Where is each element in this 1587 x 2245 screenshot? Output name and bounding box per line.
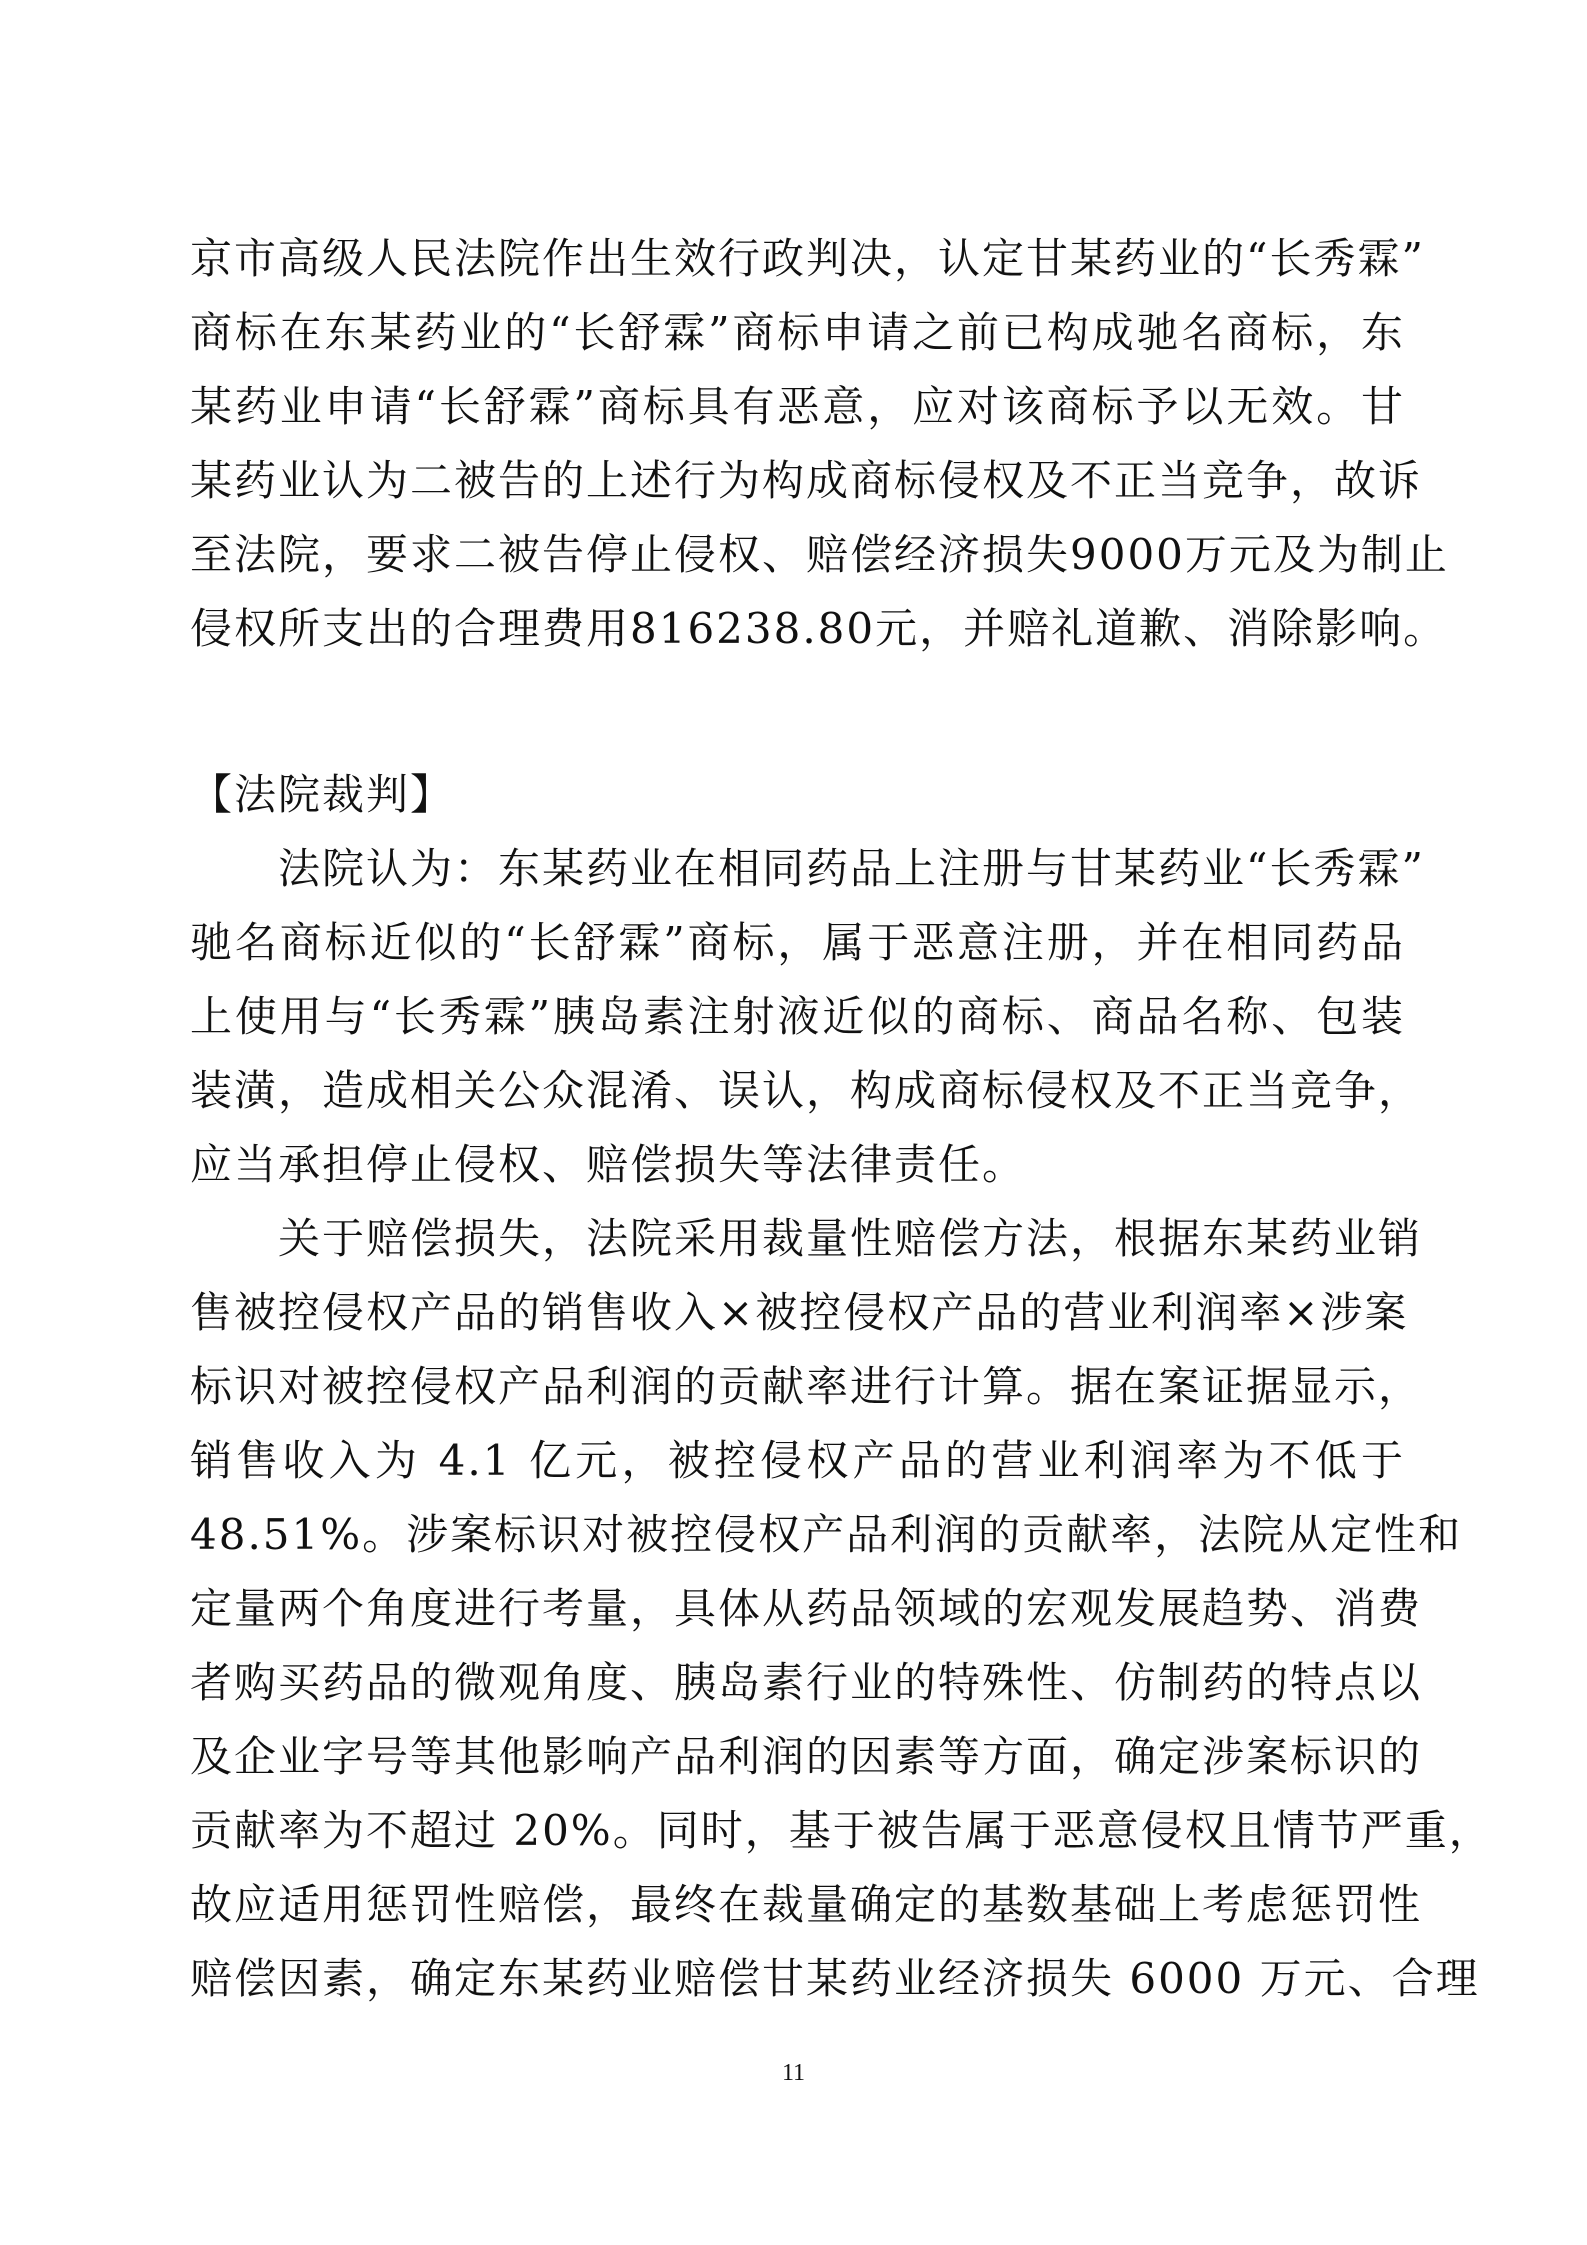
- ruling-line: 标识对被控侵权产品利润的贡献率进行计算。据在案证据显示，: [190, 1362, 1423, 1411]
- ruling-line: 48.51%。涉案标识对被控侵权产品利润的贡献率，法院从定性和: [190, 1510, 1463, 1559]
- intro-line: 侵权所支出的合理费用816238.80元，并赔礼道歉、消除影响。: [190, 604, 1448, 653]
- ruling-line: 售被控侵权产品的销售收入×被控侵权产品的营业利润率×涉案: [190, 1288, 1409, 1337]
- ruling-line: 及企业字号等其他影响产品利润的因素等方面，确定涉案标识的: [190, 1732, 1423, 1781]
- ruling-line: 装潢，造成相关公众混淆、误认，构成商标侵权及不正当竞争，: [190, 1066, 1423, 1115]
- ruling-line: 故应适用惩罚性赔偿，最终在裁量确定的基数基础上考虑惩罚性: [190, 1880, 1423, 1929]
- intro-paragraph: [190, 222, 1449, 666]
- intro-line: 某药业申请“长舒霖”商标具有恶意，应对该商标予以无效。甘: [190, 382, 1405, 431]
- intro-line: 京市高级人民法院作出生效行政判决，认定甘某药业的“长秀霖”: [190, 234, 1425, 283]
- intro-line: 商标在东某药业的“长舒霖”商标申请之前已构成驰名商标，东: [190, 308, 1405, 357]
- intro-line: 某药业认为二被告的上述行为构成商标侵权及不正当竞争，故诉: [190, 456, 1423, 505]
- ruling-line: 法院认为：东某药业在相同药品上注册与甘某药业“长秀霖”: [190, 844, 1425, 893]
- ruling-section: [190, 832, 1493, 2016]
- page-number: 11: [781, 2060, 806, 2086]
- section-heading: 【法院裁判】: [190, 770, 455, 819]
- ruling-line: 驰名商标近似的“长舒霖”商标，属于恶意注册，并在相同药品: [190, 918, 1405, 967]
- ruling-line: 销售收入为 4.1 亿元，被控侵权产品的营业利润率为不低于: [190, 1436, 1405, 1485]
- ruling-line: 关于赔偿损失，法院采用裁量性赔偿方法，根据东某药业销: [190, 1214, 1423, 1263]
- ruling-line: 贡献率为不超过 20%。同时，基于被告属于恶意侵权且情节严重，: [190, 1806, 1493, 1855]
- ruling-line: 定量两个角度进行考量，具体从药品领域的宏观发展趋势、消费: [190, 1584, 1423, 1633]
- ruling-line: 赔偿因素，确定东某药业赔偿甘某药业经济损失 6000 万元、合理: [190, 1954, 1480, 2003]
- ruling-line: 者购买药品的微观角度、胰岛素行业的特殊性、仿制药的特点以: [190, 1658, 1423, 1707]
- ruling-line: 应当承担停止侵权、赔偿损失等法律责任。: [190, 1140, 1027, 1189]
- ruling-line: 上使用与“长秀霖”胰岛素注射液近似的商标、商品名称、包装: [190, 992, 1405, 1041]
- intro-line: 至法院，要求二被告停止侵权、赔偿经济损失9000万元及为制止: [190, 530, 1449, 579]
